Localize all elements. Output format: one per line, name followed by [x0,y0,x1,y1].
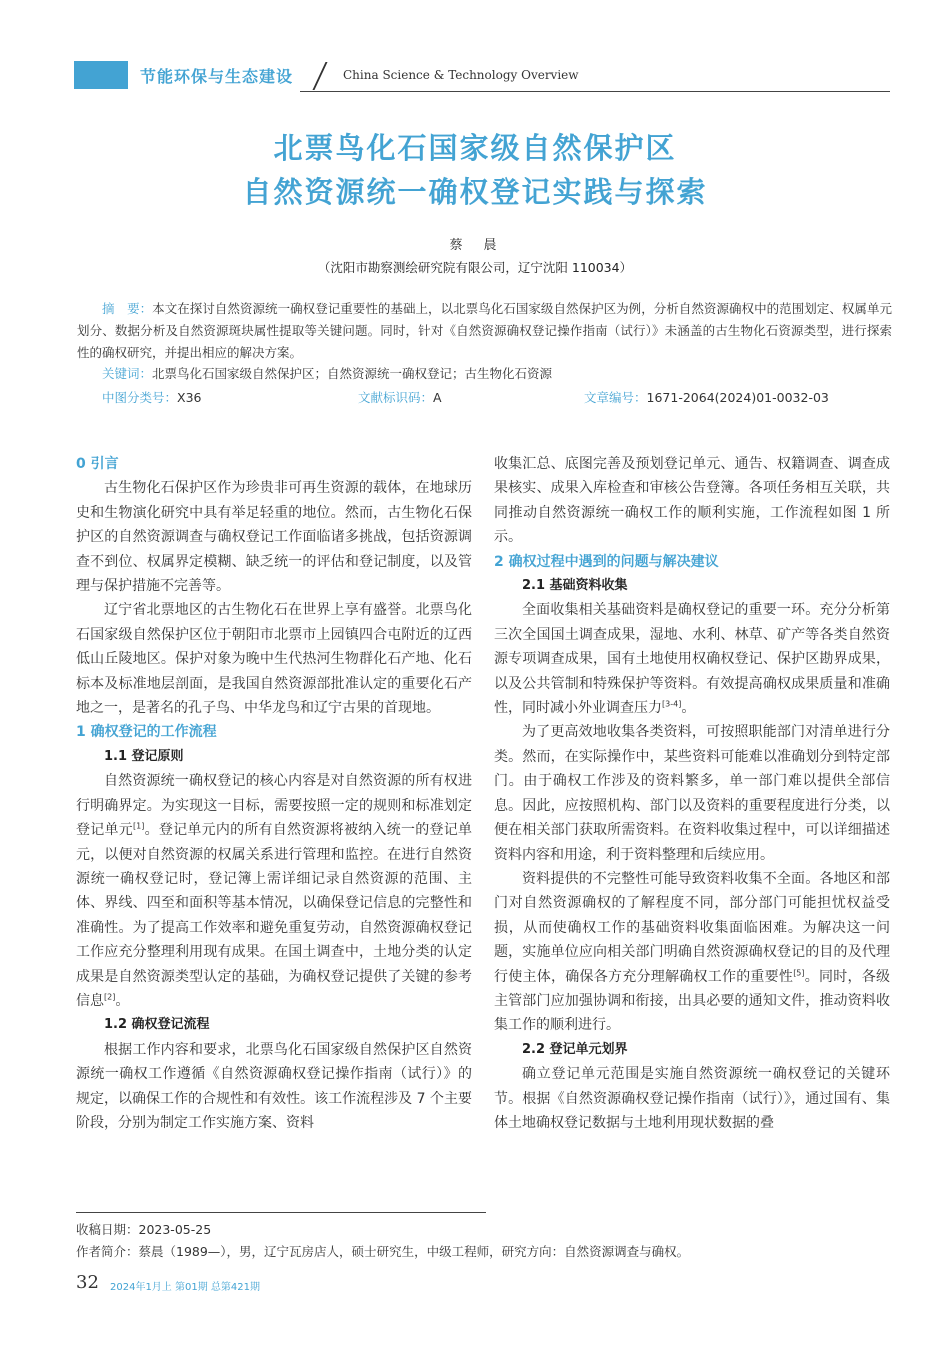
citation: [5] [793,967,805,977]
paragraph [494,867,890,1038]
received-date: 收稿日期：2023-05-25 [76,1222,212,1237]
issue-info: 2024年1月上 第01期 总第421期 [110,1282,260,1293]
article-number [584,388,829,406]
clc-label: 中图分类号： [102,390,178,405]
footnote-rule [76,1212,486,1213]
paragraph [494,598,890,720]
doc-code-value: A [433,390,442,405]
heading-section-1: 1 确权登记的工作流程 [76,724,217,741]
clc-value: X36 [177,390,202,405]
author-bio: 作者简介：蔡晨（1989—），男，辽宁瓦房店人，硕士研究生，中级工程师，研究方向：自然资源调查与确权。 [76,1244,690,1259]
paragraph: 根据工作内容和要求，北票鸟化石国家级自然保护区自然资源统一确权工作遵循《自然资源确权登记操作指南（试行）》的规定，以确保工作的合规性和有效性。该工作流程涉及 7 个主要阶段，分别为制定工作实施方案、资料 [76,1041,472,1131]
page-number: 32 [76,1272,99,1293]
keywords-text: 北票鸟化石国家级自然保护区；自然资源统一确权登记；古生物化石资源 [152,366,553,381]
section-title: 节能环保与生态建设 [140,67,294,86]
keywords [102,364,552,382]
paragraph: 收集汇总、底图完善及预划登记单元、通告、权籍调查、调查成果核实、成果入库检查和审核公告登簿。各项任务相互关联，共同推动自然资源统一确权工作的顺利实施，工作流程如图 1 所示。 [494,456,890,546]
doc-code-label: 文献标识码： [358,390,434,405]
paragraph: 古生物化石保护区作为珍贵非可再生资源的载体，在地球历史和生物演化研究中具有举足轻重的地位。然而，古生物化石保护区的自然资源调查与确权登记工作面临诸多挑战，包括资源调查不到位、权属界定模糊、缺乏统一的评估和登记制度，以及管理与保护措施不完善等。 [76,480,472,595]
header-slash-divider [312,62,327,90]
header-rule [300,91,890,92]
paragraph: 辽宁省北票地区的古生物化石在世界上享有盛誉。北票鸟化石国家级自然保护区位于朝阳市北票市上园镇四合屯附近的辽西低山丘陵地区。保护对象为晚中生代热河生物群化石产地、化石标本及标准地层剖面，是我国自然资源部批准认定的重要化石产地之一，是著名的孔子鸟、中华龙鸟和辽宁古果的首现地。 [76,602,472,717]
author-affiliation: （沈阳市勘察测绘研究院有限公司，辽宁沈阳 110034） [317,260,633,275]
header-accent-block [74,61,128,89]
abstract [77,298,892,364]
abstract-text: 本文在探讨自然资源统一确权登记重要性的基础上，以北票鸟化石国家级自然保护区为例，分析自然资源确权中的范围划定、权属单元划分、数据分析及自然资源斑块属性提取等关键问题。同时，针对《自然资源确权登记操作指南（试行）》未涵盖的古生物化石资源类型，进行探索性的确权研究，并提出相应的解决方案。 [77,301,892,360]
heading-1-1: 1.1 登记原则 [104,748,184,764]
document-code [358,388,442,406]
paragraph-text: 。 [681,700,696,717]
author-name: 蔡 晨 [449,238,501,253]
paragraph-text: 。同时，各级主管部门应加强协调和衔接，出具必要的通知文件，推动资料收集工作的顺利进行。 [494,968,891,1034]
heading-section-2: 2 确权过程中遇到的问题与解决建议 [494,553,719,570]
heading-introduction: 0 引言 [76,456,119,472]
left-column [76,452,472,1135]
paragraph: 确立登记单元范围是实施自然资源统一确权登记的关键环节。根据《自然资源确权登记操作指南（试行）》，通过国有、集体土地确权登记数据与土地利用现状数据的叠 [494,1066,890,1131]
paragraph-text: 资料提供的不完整性可能导致资料收集不全面。各地区和部门对自然资源确权的了解程度不同，部分部门可能担忧权益受损，从而使确权工作的基础资料收集面临困难。为解决这一问题，实施单位应向相关部门明确自然资源确权登记的目的及代理行使主体，确保各方充分理解确权工作的重要性 [494,870,890,985]
journal-name: China Science & Technology Overview [343,68,579,82]
article-number-value: 1671-2064(2024)01-0032-03 [646,390,829,405]
paragraph-text: 。 [115,992,130,1009]
paragraph-text: 。登记单元内的所有自然资源将被纳入统一的登记单元，以便对自然资源的权属关系进行管理和监控。在进行自然资源统一确权登记时，登记簿上需详细记录自然资源的范围、主体、界线、四至和面积等基本情况，以确保登记信息的完整性和准确性。为了提高工作效率和避免重复劳动，自然资源确权登记工作应充分整理利用现有成果。在国土调查中，土地分类的认定成果是自然资源类型认定的基础，为确权登记提供了关键的参考信息 [76,822,473,1009]
heading-2-1: 2.1 基础资料收集 [522,578,628,594]
paragraph-text: 自然资源统一确权登记的核心内容是对自然资源的所有权进行明确界定。为实现这一目标，需要按照一定的规则和标准划定登记单元 [76,773,472,839]
keywords-label: 关键词： [102,366,153,381]
abstract-label: 摘 要： [102,301,153,316]
heading-2-2: 2.2 登记单元划界 [522,1041,628,1057]
heading-1-2: 1.2 确权登记流程 [104,1017,210,1033]
right-column [494,452,890,1135]
citation: [3-4] [662,699,682,709]
paragraph-text: 全面收集相关基础资料是确权登记的重要一环。充分分析第三次全国国土调查成果，湿地、水利、林草、矿产等各类自然资源专项调查成果，国有土地使用权确权登记、保护区勘界成果，以及公共管制和特殊保护等资料。有效提高确权成果质量和准确性，同时减小外业调查压力 [494,602,890,717]
citation: [2] [104,992,116,1002]
article-number-label: 文章编号： [584,390,647,405]
paper-title-line1: 北票鸟化石国家级自然保护区 [273,131,677,165]
citation: [1] [133,821,145,831]
paragraph: 为了更高效地收集各类资料，可按照职能部门对清单进行分类。然而，在实际操作中，某些资料可能难以准确划分到特定部门。由于确权工作涉及的资料繁多，单一部门难以提供全部信息。因此，应按照机构、部门以及资料的重要程度进行分类，以便在相关部门获取所需资料。在资料收集过程中，可以详细描述资料内容和用途，利于资料整理和后续应用。 [494,724,890,863]
paper-title-line2: 自然资源统一确权登记实践与探索 [242,175,708,209]
clc-number [102,388,202,406]
paragraph [76,769,472,1013]
